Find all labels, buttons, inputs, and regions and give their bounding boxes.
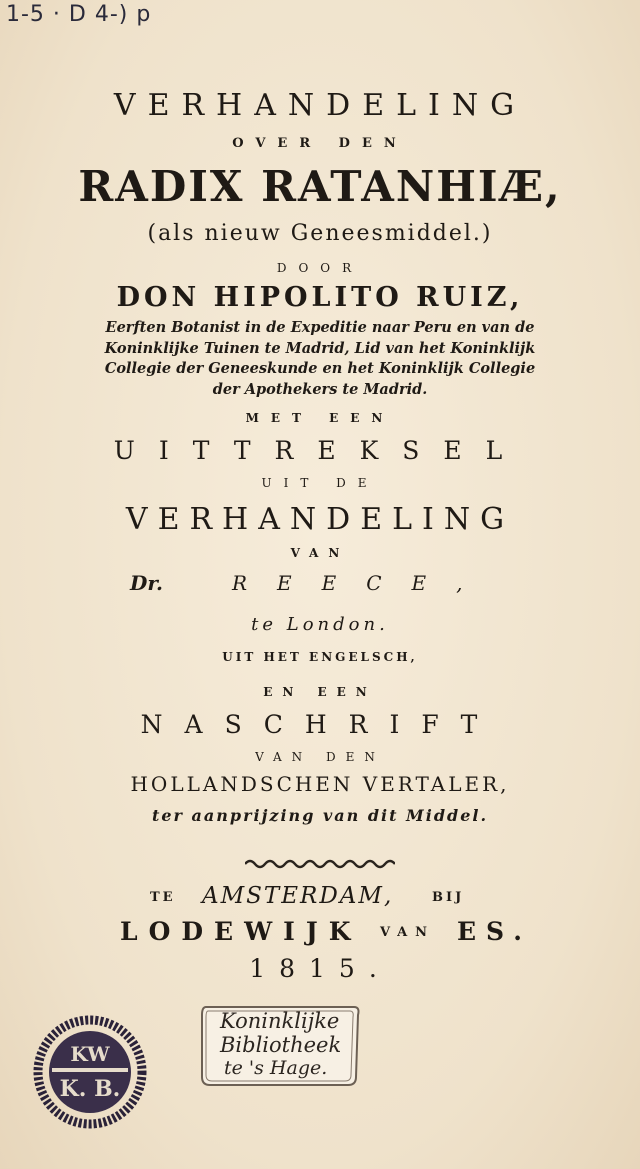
te-london: te London. xyxy=(251,614,389,635)
hollandschen-vertaler: HOLLANDSCHEN VERTALER, xyxy=(130,772,510,796)
author-name: DON HIPOLITO RUIZ, xyxy=(116,282,524,313)
author-desc-2: Koninklijke Tuinen te Madrid, Lid van het Koninklijk xyxy=(104,340,536,357)
imprint-year: 1815. xyxy=(249,954,391,983)
bookplate-line-3: te 's Hage. xyxy=(224,1057,328,1079)
naschrift: NASCHRIFT xyxy=(140,710,500,739)
library-stamp xyxy=(30,1012,150,1132)
uit-het-engelsch: UIT HET ENGELSCH, xyxy=(222,650,418,664)
bookplate-line-2: Bibliotheek xyxy=(220,1033,342,1057)
publisher-lodewijk: LODEWIJK xyxy=(120,917,362,946)
ornament-rule xyxy=(0,855,640,874)
title-over-den: OVER DEN xyxy=(232,136,408,151)
en-een: EN EEN xyxy=(263,685,377,699)
publisher-es: ES. xyxy=(457,917,532,946)
uit-de: UIT DE xyxy=(261,476,379,490)
aanprijzing: ter aanprijzing van dit Middel. xyxy=(151,806,489,825)
publisher-van: VAN xyxy=(380,925,436,940)
title-door: DOOR xyxy=(276,261,364,275)
uittreksel: UITTREKSEL xyxy=(113,436,527,465)
author-desc-1: Eerften Botanist in de Expeditie naar Peru en van de xyxy=(105,319,535,336)
reece-name: REECE, xyxy=(232,571,493,595)
imprint-bij: BIJ xyxy=(432,890,465,905)
verhandeling-2: VERHANDELING xyxy=(125,502,515,537)
stamp-top-text: KW xyxy=(70,1042,110,1066)
van: VAN xyxy=(290,546,350,560)
author-desc-3: Collegie der Geneeskunde en het Koninklijk Collegie xyxy=(104,360,536,377)
bookplate-line-1: Koninklijke xyxy=(220,1009,340,1033)
stamp-initials: K. B. xyxy=(59,1076,121,1102)
imprint-city: AMSTERDAM, xyxy=(202,883,394,909)
met-een: MET EEN xyxy=(245,411,395,425)
bookplate xyxy=(198,1003,362,1089)
author-desc-4: der Apothekers te Madrid. xyxy=(212,381,428,398)
title-radix-ratanhiae: RADIX RATANHIÆ, xyxy=(78,162,562,211)
title-geneesmiddel: (als nieuw Geneesmiddel.) xyxy=(147,221,493,246)
imprint-te: TE xyxy=(150,890,176,905)
van-den: VAN DEN xyxy=(255,750,385,764)
shelfmark: 1-5 · D 4-) p xyxy=(6,2,152,27)
dr-label: Dr. xyxy=(130,571,164,595)
title-verhandeling: VERHANDELING xyxy=(113,88,527,123)
